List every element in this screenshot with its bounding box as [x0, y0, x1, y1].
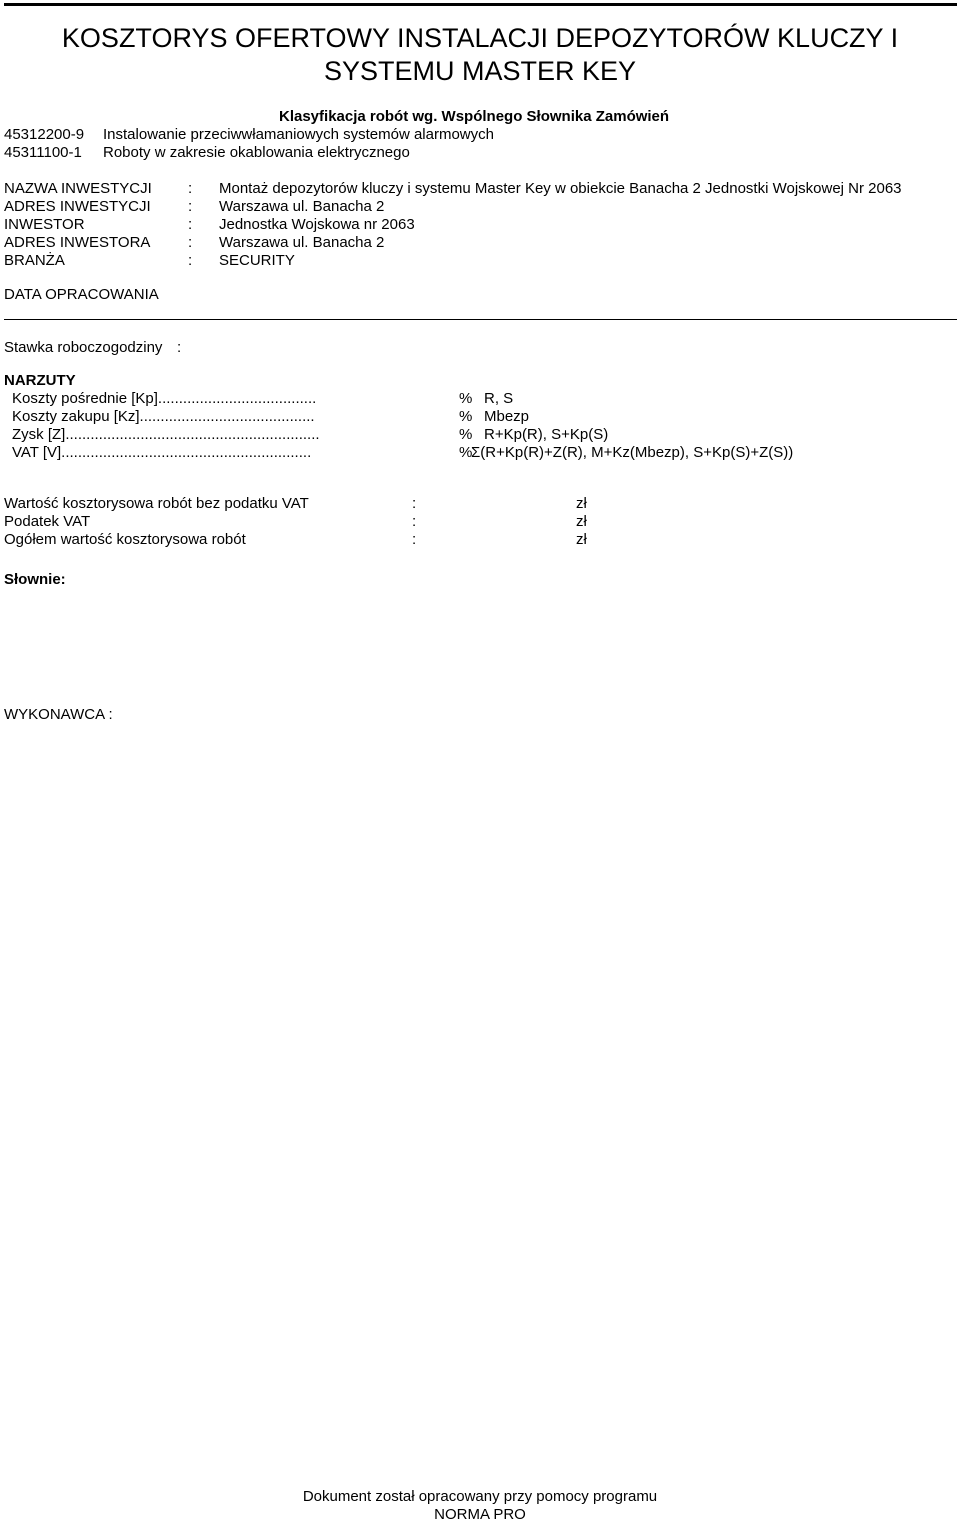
investment-address-label: ADRES INWESTYCJI — [4, 198, 151, 215]
total-vat-currency: zł — [576, 513, 587, 530]
rate-label: Stawka roboczogodziny — [4, 339, 163, 356]
rate-sep: : — [177, 339, 182, 356]
surcharge-vat-unit: % — [459, 444, 473, 461]
classification-description-1: Instalowanie przeciwwłamaniowych systemów alarmowych — [103, 126, 494, 143]
investor-address-label: ADRES INWESTORA — [4, 234, 151, 251]
page-title — [0, 22, 960, 88]
title-line-1: KOSZTORYS OFERTOWY INSTALACJI DEPOZYTORÓW KLUCZY I — [61, 23, 899, 53]
surcharge-profit-basis: R+Kp(R), S+Kp(S) — [484, 426, 609, 443]
top-rule — [4, 3, 957, 6]
surcharge-purchase-basis: Mbezp — [484, 408, 530, 425]
contractor-label: WYKONAWCA : — [4, 706, 113, 723]
investor-label: INWESTOR — [4, 216, 85, 233]
surcharge-indirect-label: Koszty pośrednie [Kp]...................................... — [12, 391, 317, 406]
surcharge-vat-label: VAT [V]............................................................ — [12, 445, 312, 460]
surcharge-profit-unit: % — [459, 426, 473, 443]
branch-value: SECURITY — [219, 252, 295, 269]
surcharge-profit-label: Zysk [Z]............................................................. — [12, 427, 320, 442]
investor-sep: : — [188, 216, 193, 233]
investment-address-value: Warszawa ul. Banacha 2 — [219, 198, 385, 215]
surcharges-heading: NARZUTY — [4, 372, 76, 389]
total-net-currency: zł — [576, 495, 587, 512]
surcharge-purchase-unit: % — [459, 408, 473, 425]
classification-heading: Klasyfikacja robót wg. Wspólnego Słownika Zamówień — [279, 108, 670, 125]
total-net-label: Wartość kosztorysowa robót bez podatku VAT — [4, 495, 309, 512]
investment-name-label: NAZWA INWESTYCJI — [4, 180, 152, 197]
investment-name-sep: : — [188, 180, 193, 197]
surcharge-vat-basis: Σ(R+Kp(R)+Z(R), M+Kz(Mbezp), S+Kp(S)+Z(S)) — [471, 444, 794, 461]
investor-value: Jednostka Wojskowa nr 2063 — [219, 216, 415, 233]
section-divider — [4, 319, 957, 320]
total-gross-label: Ogółem wartość kosztorysowa robót — [4, 531, 246, 548]
branch-label: BRANŻA — [4, 252, 65, 269]
total-gross-currency: zł — [576, 531, 587, 548]
total-gross-sep: : — [412, 531, 417, 548]
investor-address-sep: : — [188, 234, 193, 251]
surcharge-indirect-unit: % — [459, 390, 473, 407]
total-net-sep: : — [412, 495, 417, 512]
footer-line-2: NORMA PRO — [434, 1506, 526, 1523]
footer-line-1: Dokument został opracowany przy pomocy programu — [302, 1488, 658, 1505]
branch-sep: : — [188, 252, 193, 269]
investment-name-value: Montaż depozytorów kluczy i systemu Master Key w obiekcie Banacha 2 Jednostki Wojskowej Nr 2063 — [219, 180, 902, 197]
amount-in-words-label: Słownie: — [4, 571, 66, 588]
classification-code-2: 45311100-1 — [4, 144, 82, 161]
investor-address-value: Warszawa ul. Banacha 2 — [219, 234, 385, 251]
total-vat-sep: : — [412, 513, 417, 530]
investment-address-sep: : — [188, 198, 193, 215]
classification-description-2: Roboty w zakresie okablowania elektrycznego — [103, 144, 410, 161]
surcharge-purchase-label: Koszty zakupu [Kz].......................................... — [12, 409, 315, 424]
date-label: DATA OPRACOWANIA — [4, 286, 159, 303]
title-line-2: SYSTEMU MASTER KEY — [323, 56, 637, 86]
classification-code-1: 45312200-9 — [4, 126, 85, 143]
total-vat-label: Podatek VAT — [4, 513, 91, 530]
surcharge-indirect-basis: R, S — [484, 390, 514, 407]
